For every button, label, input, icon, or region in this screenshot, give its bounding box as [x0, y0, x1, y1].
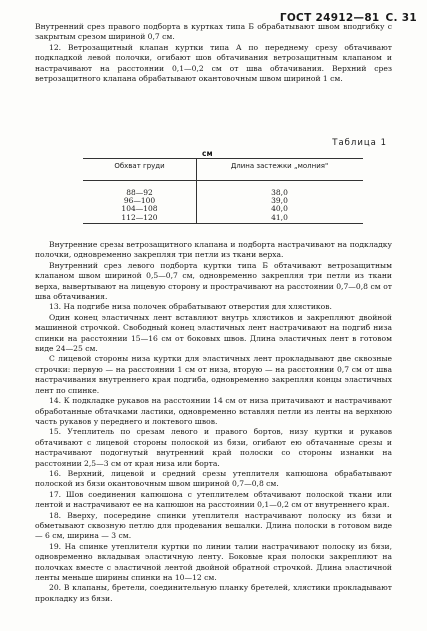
table-header-rule — [83, 180, 363, 181]
column-header-zipper-length: Длина застежки „молния" — [230, 162, 329, 170]
paragraph: Внутренние срезы ветрозащитного клапана и подборта настрачивают на подкладку полочки, одновременно закрепляя три петли из ткани верха. — [35, 240, 392, 260]
table-caption: Таблица 1 — [332, 138, 387, 148]
paragraph: Внутренний срез левого подборта куртки типа Б обтачивают ветрозащитным клапаном швом шириной 0,5—0,7 см, одновременно закрепляя три петли из ткани верха, вывертывают на лицевую сторону и прострачивают на расстоянии 0,7—0,8 см от шва обтачивания. — [35, 260, 392, 302]
paragraph: 16. Верхний, лицевой и средний срезы утеплителя капюшона обрабатывают полоской из бязи окантовочным швом шириной 0,7—0,8 см. — [35, 468, 392, 489]
table-cell-length: 39,0 — [271, 196, 288, 206]
paragraph: С лицевой стороны низа куртки для эластичных лент прокладывают две сквозные строчки: первую — на расстоянии 1 см от низа, вторую — на расстоянии 0,7 см от шва настрачивания внутреннего края подгиба, одновременно закрепляя концы эластичных лент по спинке. — [35, 354, 392, 395]
paragraph: Один конец эластичных лент вставляют внутрь хлястиков и закрепляют двойной машинной строчкой. Свободный конец эластичных лент настрачивают на подгиб низа спинки на расстоянии 15—16 см от боковых швов. Длина эластичных лент в готовом виде 24—25 см. — [35, 312, 392, 354]
paragraph: 15. Утеплитель по срезам левого и правого бортов, низу куртки и рукавов обтачивают с лицевой стороны полоской из бязи, огибают ею обтачанные срезы и настрачивают подогнутый внутренний край полоски со стороны изнанки на расстоянии 2,5—3 см от края низа или борта. — [35, 427, 392, 468]
table-cell-chest: 112—120 — [121, 212, 158, 222]
zipper-length-table — [83, 158, 363, 224]
paragraph: 17. Шов соединения капюшона с утеплителем обтачивают полоской ткани или лентой и настрачивают ее на капюшон на расстоянии 0,1—0,2 см от внутреннего края. — [35, 489, 392, 510]
table-cell-length: 40,0 — [271, 204, 288, 214]
paragraph: 20. В клапаны, бретели, соединительную планку бретелей, хлястики прокладывают прокладку из бязи. — [35, 583, 392, 603]
paragraph: 18. Вверху, посередине спинки утеплителя настрачивают полоску из бязи и обметывают сквозную петлю для продевания вешалки. Длина полоски в готовом виде — 6 см, ширина — 3 см. — [35, 510, 392, 541]
table-top-rule — [83, 158, 363, 159]
chest-values — [83, 189, 196, 222]
paragraph: 13. На подгибе низа полочек обрабатывают отверстия для хлястиков. — [49, 302, 332, 312]
paragraph: 14. К подкладке рукавов на расстоянии 14 см от низа притачивают и настрачивают обработанные обтачками ластики, одновременно вставляя петли из ленты на верхнюю часть рукавов у переднего и локтевого швов. — [35, 396, 392, 426]
length-values — [196, 189, 363, 222]
standard-number: ГОСТ 24912—81 — [279, 12, 380, 24]
paragraph: Внутренний срез правого подборта в куртках типа Б обрабатывают швом вподгибку с закрытым срезом шириной 0,7 см. — [35, 22, 392, 42]
column-header-chest: Обхват груди — [114, 162, 165, 170]
top-text-block — [35, 22, 392, 84]
table-cell-chest: 88—92 — [126, 188, 153, 197]
table-cell-chest: 96—100 — [123, 196, 156, 206]
paragraph: 12. Ветрозащитный клапан куртки типа А по переднему срезу обтачивают подкладкой левой полочки, огибают шов обтачивания ветрозащитным клапаном и настрачивают на расстоянии 0,1—0,2 см от шва обтачивания. Верхний срез ветрозащитного клапана обрабатывают окантовочным швом шириной 1 см. — [35, 42, 392, 84]
table-cell-length: 41,0 — [271, 212, 288, 222]
page-number: С. 31 — [385, 12, 417, 24]
table-bottom-rule — [83, 223, 363, 224]
table-unit: см — [202, 149, 213, 158]
paragraph: 19. На спинке утеплителя куртки по линии талии настрачивают полоску из бязи, одновременно вкладывая эластичную ленту. Боковые края полоски закрепляют на полочках вместе с эластичной лентой двойной обратной строчкой. Длина эластичной ленты меньше ширины спинки на 10—12 см. — [35, 541, 392, 582]
table-cell-chest: 104—108 — [121, 204, 158, 214]
table-cell-length: 38,0 — [271, 188, 288, 197]
bottom-text-block — [35, 240, 392, 604]
